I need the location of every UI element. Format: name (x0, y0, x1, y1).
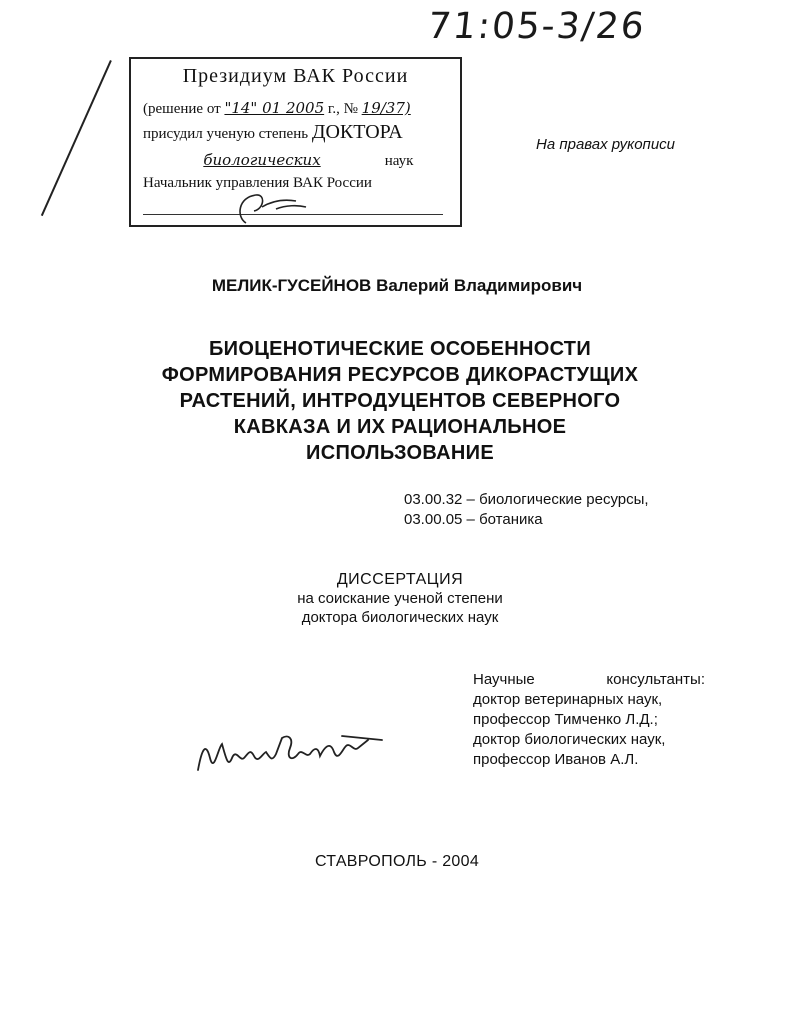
dissertation-line: доктора биологических наук (301, 609, 499, 626)
stamp-decision-number: 19/37) (361, 99, 411, 117)
consultants-label-row (473, 670, 705, 690)
specialty-line: 03.00.32 – биологические ресурсы, (404, 491, 649, 508)
archive-code: 71:05-3/26 (425, 6, 648, 47)
consultant-degree: доктор биологических наук, (473, 731, 666, 748)
rights-note: На правах рукописи (536, 136, 675, 153)
stamp-field-handwritten: биологических (203, 151, 321, 169)
title-line: ИСПОЛЬЗОВАНИЕ (306, 442, 494, 464)
dissertation-line: на соискание ученой степени (297, 590, 503, 607)
dissertation-heading: ДИССЕРТАЦИЯ (336, 571, 464, 588)
consultants-label-left: Научные (473, 671, 535, 688)
dissertation-block (250, 570, 550, 627)
consultant-name: профессор Иванов А.Л. (473, 751, 639, 768)
stamp-pen-stroke (41, 60, 112, 216)
vak-stamp (129, 57, 462, 227)
consultants-label-right: консультанты: (606, 671, 705, 688)
title-line: ФОРМИРОВАНИЯ РЕСУРСОВ ДИКОРАСТУЩИХ (161, 364, 639, 386)
stamp-decision-prefix: (решение от (143, 101, 221, 117)
consultant-name: профессор Тимченко Л.Д.; (473, 711, 658, 728)
stamp-decision-line (143, 99, 454, 118)
specialties (404, 490, 649, 530)
title-line: БИОЦЕНОТИЧЕСКИЕ ОСОБЕННОСТИ (208, 338, 592, 360)
dissertation-title (120, 336, 680, 466)
title-line: РАСТЕНИЙ, ИНТРОДУЦЕНТОВ СЕВЕРНОГО (179, 390, 621, 412)
stamp-degree: ДОКТОРА (311, 121, 403, 143)
specialty-line: 03.00.05 – ботаника (404, 511, 543, 528)
author-surname: МЕЛИК-ГУСЕЙНОВ (211, 276, 372, 295)
stamp-signature-icon (226, 187, 316, 231)
consultant-degree: доктор ветеринарных наук, (473, 691, 663, 708)
stamp-sciences-word: наук (384, 153, 414, 169)
stamp-title: Президиум ВАК России (182, 65, 409, 87)
stamp-decision-year-suffix: г., № (327, 101, 358, 117)
title-line: КАВКАЗА И ИХ РАЦИОНАЛЬНОЕ (233, 416, 567, 438)
stamp-award-line (143, 121, 454, 144)
stamp-field-line (143, 151, 454, 170)
stamp-head-title: Начальник управления ВАК России (143, 175, 372, 191)
author-signature-icon (192, 718, 392, 788)
stamp-decision-date: "14" 01 2005 (224, 99, 325, 117)
stamp-awarded-text: присудил ученую степень (143, 126, 309, 142)
author-given-names: Валерий Владимирович (376, 276, 583, 295)
consultants-block (473, 670, 705, 770)
author-name (0, 276, 794, 296)
city-year: СТАВРОПОЛЬ - 2004 (314, 853, 480, 870)
